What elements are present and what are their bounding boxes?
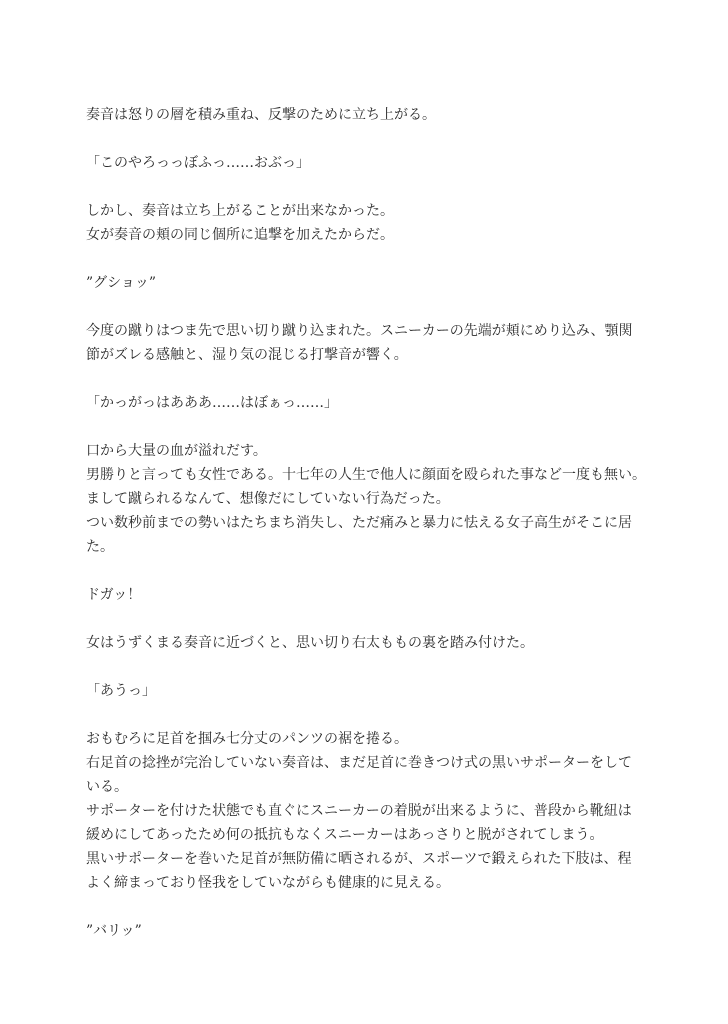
text-line: た。 bbox=[86, 539, 114, 555]
paragraph-gap bbox=[86, 415, 646, 439]
paragraph bbox=[86, 439, 646, 559]
text-line: よく締まっており怪我をしていながらも健康的に見える。 bbox=[86, 875, 450, 891]
text-line: 緩めにしてあったため何の抵抗もなくスニーカーはあっさりと脱がされてしまう。 bbox=[86, 827, 604, 843]
paragraph bbox=[86, 919, 646, 943]
paragraph bbox=[86, 679, 646, 703]
paragraph-gap bbox=[86, 703, 646, 727]
paragraph bbox=[86, 583, 646, 607]
text-line: 女はうずくまる奏音に近づくと、思い切り右太ももの裏を踏み付けた。 bbox=[86, 635, 534, 651]
paragraph-gap bbox=[86, 295, 646, 319]
paragraph-gap bbox=[86, 655, 646, 679]
text-line: 「かっがっはあああ……はぼぁっ……」 bbox=[86, 395, 338, 411]
text-line: 今度の蹴りはつま先で思い切り蹴り込まれた。スニーカーの先端が頬にめり込み、顎関 bbox=[86, 323, 633, 339]
text-line: 黒いサポーターを巻いた足首が無防備に晒されるが、スポーツで鍛えられた下肢は、程 bbox=[86, 851, 632, 867]
text-line: まして蹴られるなんて、想像だにしていない行為だった。 bbox=[86, 491, 450, 507]
text-line: いる。 bbox=[86, 779, 128, 795]
paragraph-gap bbox=[86, 559, 646, 583]
text-line: ドガッ！ bbox=[86, 587, 142, 603]
paragraph-gap bbox=[86, 895, 646, 919]
text-line: 女が奏音の頬の同じ個所に追撃を加えたからだ。 bbox=[86, 227, 394, 243]
text-line: 「あうっ」 bbox=[86, 683, 156, 699]
paragraph bbox=[86, 319, 646, 367]
text-line: 口から大量の血が溢れだす。 bbox=[86, 443, 267, 459]
paragraph-gap bbox=[86, 607, 646, 631]
paragraph-gap bbox=[86, 127, 646, 151]
paragraph bbox=[86, 199, 646, 247]
paragraph bbox=[86, 727, 646, 895]
text-line: しかし、奏音は立ち上がることが出来なかった。 bbox=[86, 203, 394, 219]
text-line: 節がズレる感触と、湿り気の混じる打撃音が響く。 bbox=[86, 347, 408, 363]
text-line: 「このやろっっぼふっ……おぶっ」 bbox=[86, 155, 310, 171]
text-line: 奏音は怒りの層を積み重ね、反撃のために立ち上がる。 bbox=[86, 107, 436, 123]
text-line: ”バリッ” bbox=[86, 923, 142, 939]
paragraph bbox=[86, 631, 646, 655]
paragraph-gap bbox=[86, 175, 646, 199]
text-line: 男勝りと言っても女性である。十七年の人生で他人に顔面を殴られた事など一度も無い。 bbox=[86, 467, 646, 483]
paragraph bbox=[86, 271, 646, 295]
text-line: サポーターを付けた状態でも直ぐにスニーカーの着脱が出来るように、普段から靴紐は bbox=[86, 803, 632, 819]
text-line: つい数秒前までの勢いはたちまち消失し、ただ痛みと暴力に怯える女子高生がそこに居 bbox=[86, 515, 632, 531]
paragraph bbox=[86, 391, 646, 415]
paragraph bbox=[86, 103, 646, 127]
paragraph bbox=[86, 151, 646, 175]
paragraph-gap bbox=[86, 367, 646, 391]
text-line: 右足首の捻挫が完治していない奏音は、まだ足首に巻きつけ式の黒いサポーターをして bbox=[86, 755, 632, 771]
text-line: おもむろに足首を掴み七分丈のパンツの裾を捲る。 bbox=[86, 731, 408, 747]
paragraph-gap bbox=[86, 247, 646, 271]
text-line: ”グショッ” bbox=[86, 275, 157, 291]
document-body bbox=[86, 103, 646, 943]
